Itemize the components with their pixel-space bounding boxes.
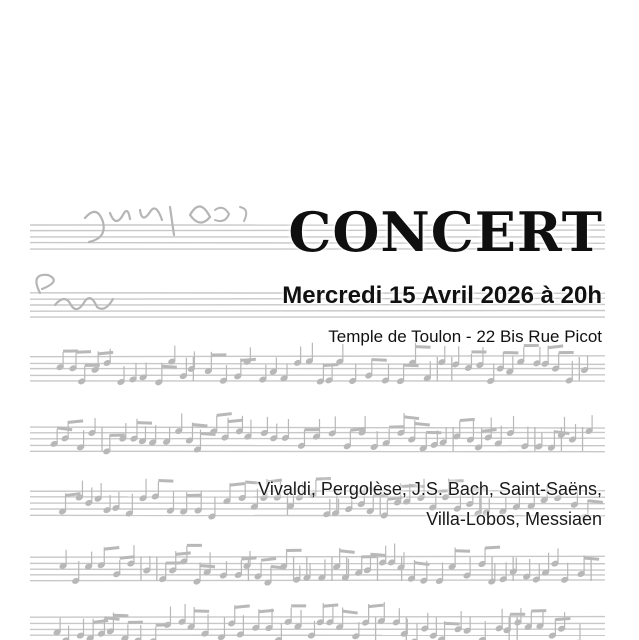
score-handwritten-heading xyxy=(36,206,246,309)
composers-line-1: Vivaldi, Pergolèse, J.S. Bach, Saint-Saëns, xyxy=(258,479,602,499)
concert-date: Mercredi 15 Avril 2026 à 20h xyxy=(282,282,602,309)
concert-venue: Temple de Toulon - 22 Bis Rue Picot xyxy=(328,327,602,346)
composers-list xyxy=(258,474,602,534)
composers-line-2: Villa-Lobos, Messiaen xyxy=(426,509,602,529)
concert-title: CONCERT xyxy=(288,200,603,264)
